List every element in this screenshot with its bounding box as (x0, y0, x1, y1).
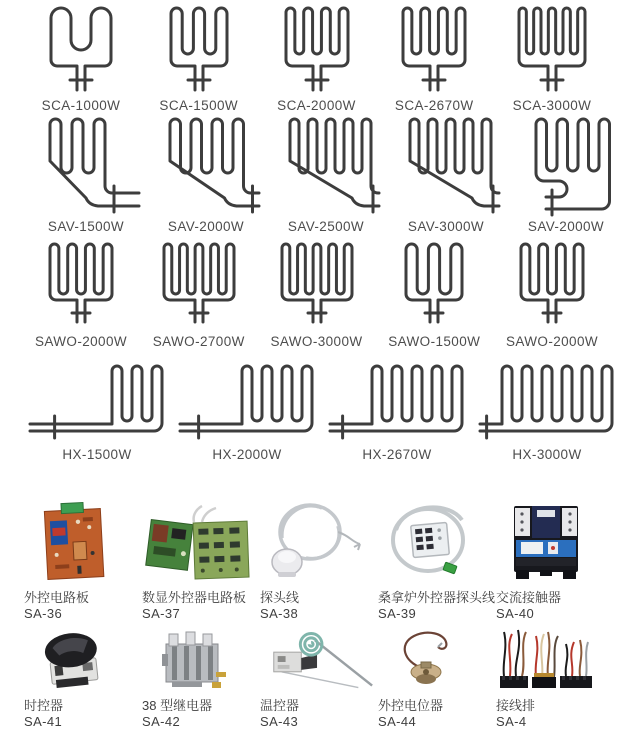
heater-element-drawing (379, 240, 489, 332)
heater-item (497, 240, 607, 349)
product-card-sa43 (260, 628, 378, 730)
heater-row-sawo (0, 240, 621, 349)
heater-model-label: SCA-1000W (41, 98, 121, 113)
product-name: 数显外控器电路板 (142, 590, 247, 605)
heater-element-drawing (22, 361, 172, 445)
ac-contactor-photo (496, 496, 614, 586)
product-name: 外控电位器 (378, 698, 444, 713)
heater-model-label: SCA-2670W (394, 98, 474, 113)
heater-model-label: SAWO-2000W (34, 334, 128, 349)
heater-element-drawing (262, 240, 372, 332)
heater-item (379, 240, 489, 349)
product-card-sa45 (496, 628, 614, 730)
heater-model-label: SAV-2500W (287, 219, 365, 234)
heater-item (386, 115, 506, 234)
heater-element-drawing (497, 240, 607, 332)
product-code: SA-37 (142, 606, 181, 621)
product-code: SA-43 (260, 714, 299, 729)
heater-model-label: SAV-2000W (527, 219, 605, 234)
heater-item (262, 4, 372, 113)
heater-model-label: HX-2000W (212, 447, 282, 462)
thermostat-photo (260, 628, 378, 694)
product-card-sa42 (142, 628, 260, 730)
heater-element-drawing (26, 240, 136, 332)
heater-item (26, 240, 136, 349)
product-code: SA-44 (378, 714, 417, 729)
heater-element-drawing (26, 4, 136, 96)
potentiometer-photo (378, 628, 496, 694)
product-name: 接线排 (496, 698, 536, 713)
heater-item (26, 4, 136, 113)
controller-probe-cable-photo (378, 496, 496, 586)
heater-element-drawing (262, 4, 372, 96)
product-card-sa37 (142, 496, 260, 622)
heater-model-label: HX-1500W (62, 447, 132, 462)
heater-element-drawing (266, 115, 386, 217)
heater-element-drawing (146, 115, 266, 217)
product-code: SA-40 (496, 606, 535, 621)
product-name: 时控器 (24, 698, 64, 713)
heater-row-hx (0, 361, 621, 462)
heater-model-label: SAV-1500W (47, 219, 125, 234)
product-card-sa36 (24, 496, 142, 622)
product-name: 温控器 (260, 698, 300, 713)
heater-item (262, 240, 372, 349)
product-name: 交流接触器 (496, 590, 562, 605)
heater-model-label: HX-3000W (512, 447, 582, 462)
heater-item (497, 4, 607, 113)
product-card-sa38 (260, 496, 378, 622)
product-row-b (0, 628, 621, 730)
heater-model-label: SAWO-2700W (152, 334, 245, 349)
product-name: 探头线 (260, 590, 300, 605)
heater-element-drawing (26, 115, 146, 217)
heater-item (146, 115, 266, 234)
product-card-sa44 (378, 628, 496, 730)
product-code: SA-41 (24, 714, 63, 729)
product-code: SA-38 (260, 606, 299, 621)
orange-circuit-board-photo (24, 496, 142, 586)
product-card-sa39 (378, 496, 496, 622)
heater-element-drawing (144, 4, 254, 96)
product-card-sa41 (24, 628, 142, 730)
heater-model-label: SAV-3000W (407, 219, 485, 234)
heater-item (472, 361, 621, 462)
green-circuit-boards-photo (142, 496, 260, 586)
heater-element-drawing (144, 240, 254, 332)
heater-element-drawing (172, 361, 322, 445)
product-name: 38 型继电器 (142, 698, 213, 713)
product-code: SA-39 (378, 606, 417, 621)
product-name: 桑拿炉外控器探头线 (378, 590, 496, 605)
type-38-relay-photo (142, 628, 260, 694)
heater-item (322, 361, 472, 462)
product-code: SA-36 (24, 606, 63, 621)
product-card-sa40 (496, 496, 614, 622)
heater-element-drawing (322, 361, 472, 445)
heater-item (379, 4, 489, 113)
heater-element-drawing (472, 361, 621, 445)
heater-row-sav (0, 115, 621, 234)
heater-item (172, 361, 322, 462)
heater-item (26, 115, 146, 234)
time-controller-photo (24, 628, 142, 694)
heater-model-label: SAWO-2000W (505, 334, 599, 349)
product-row-a (0, 496, 621, 622)
heater-model-label: HX-2670W (362, 447, 432, 462)
heater-item (506, 115, 621, 234)
heater-item (144, 240, 254, 349)
heater-item (144, 4, 254, 113)
heater-model-label: SCA-3000W (512, 98, 592, 113)
heater-model-label: SAWO-3000W (270, 334, 363, 349)
heater-item (22, 361, 172, 462)
heater-model-label: SAV-2000W (167, 219, 245, 234)
product-code: SA-42 (142, 714, 181, 729)
heater-element-drawing (506, 115, 621, 217)
heater-item (266, 115, 386, 234)
terminal-strip-photo (496, 628, 614, 694)
heater-element-drawing (386, 115, 506, 217)
product-name: 外控电路板 (24, 590, 90, 605)
heater-element-drawing (497, 4, 607, 96)
heater-model-label: SAWO-1500W (388, 334, 481, 349)
probe-cable-photo (260, 496, 378, 586)
heater-model-label: SCA-2000W (277, 98, 356, 113)
heater-model-label: SCA-1500W (159, 98, 239, 113)
heater-row-sca (0, 0, 621, 113)
product-code: SA-4 (496, 714, 527, 729)
heater-element-drawing (379, 4, 489, 96)
